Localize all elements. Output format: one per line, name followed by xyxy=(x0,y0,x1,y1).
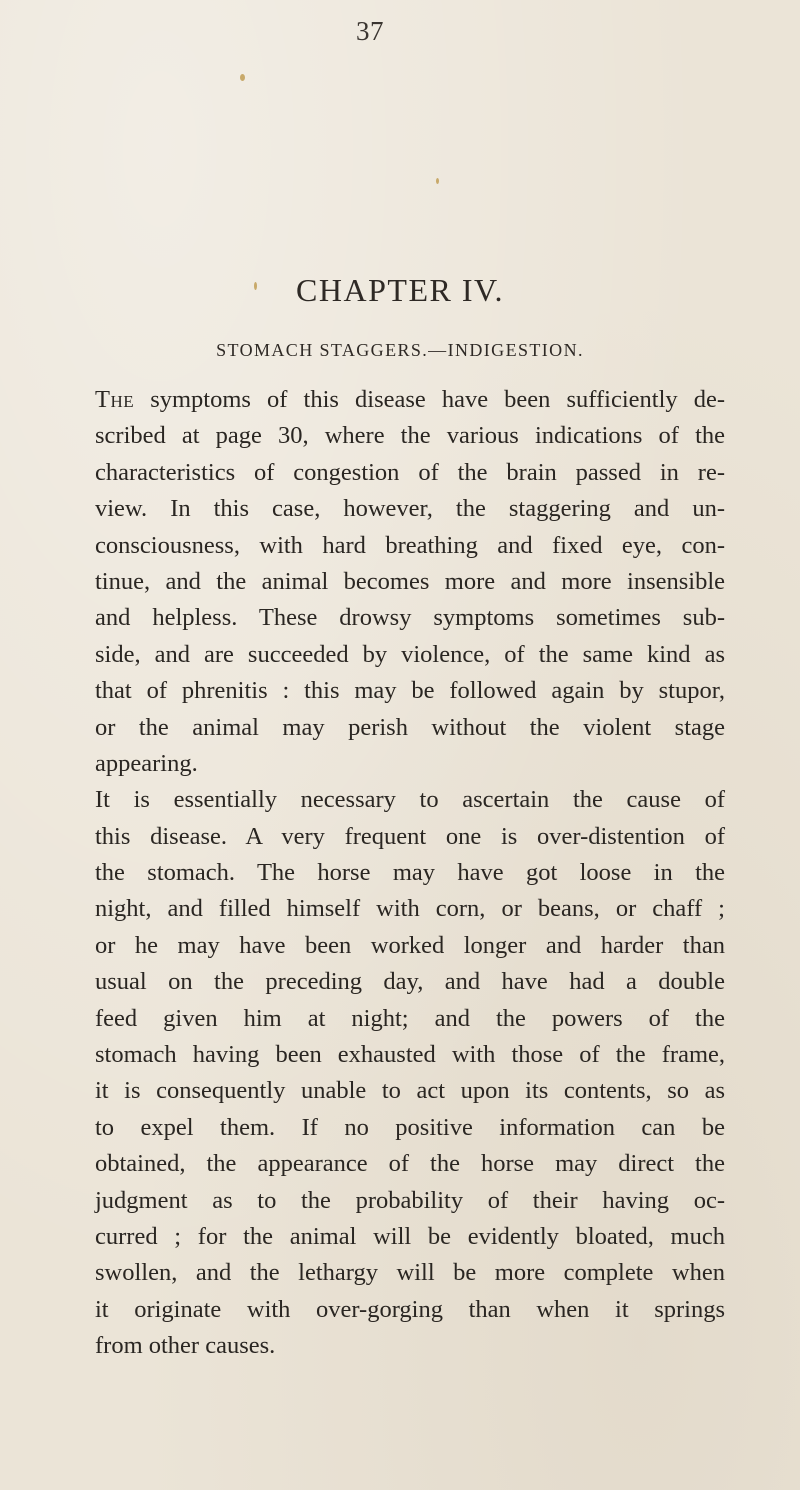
text-line: the stomach. The horse may have got loose in the xyxy=(95,859,725,887)
body-text xyxy=(95,382,725,1365)
text-line: night, and filled himself with corn, or beans, or chaff ; xyxy=(95,895,725,923)
text-line: side, and are succeeded by violence, of the same kind as xyxy=(95,640,725,668)
text-line: obtained, the appearance of the horse may direct the xyxy=(95,1150,725,1178)
text-line: characteristics of congestion of the brain passed in re- xyxy=(95,458,725,486)
text-line: scribed at page 30, where the various indications of the xyxy=(95,422,725,450)
lead-word: The xyxy=(95,386,135,413)
foxing-speck xyxy=(240,74,245,81)
chapter-heading: CHAPTER IV. xyxy=(296,272,504,308)
text-line: tinue, and the animal becomes more and more insensible xyxy=(95,567,725,595)
text-line: that of phrenitis : this may be followed again by stupor, xyxy=(95,677,725,705)
text-line xyxy=(95,382,725,418)
chapter-subtitle: STOMACH STAGGERS.—INDIGESTION. xyxy=(216,340,584,360)
text-line: swollen, and the lethargy will be more complete when xyxy=(95,1259,725,1287)
text-line: to expel them. If no positive information can be xyxy=(95,1113,725,1141)
text-line: consciousness, with hard breathing and fixed eye, con- xyxy=(95,531,725,559)
text-line-content: symptoms of this disease have been sufficiently de- xyxy=(134,386,725,413)
text-line: or the animal may perish without the violent stage xyxy=(95,713,725,741)
text-line: from other causes. xyxy=(95,1332,276,1360)
text-line: it originate with over-gorging than when it springs xyxy=(95,1295,725,1323)
text-line: it is consequently unable to act upon its contents, so as xyxy=(95,1077,725,1105)
text-line: feed given him at night; and the powers of the xyxy=(95,1004,725,1032)
text-line: judgment as to the probability of their having oc- xyxy=(95,1186,725,1214)
foxing-speck xyxy=(436,178,439,184)
text-line: curred ; for the animal will be evidently bloated, much xyxy=(95,1222,725,1250)
text-line: stomach having been exhausted with those of the frame, xyxy=(95,1041,725,1069)
text-line: usual on the preceding day, and have had a double xyxy=(95,968,725,996)
page-number: 37 xyxy=(356,16,384,46)
text-line: view. In this case, however, the staggering and un- xyxy=(95,495,725,523)
text-line: or he may have been worked longer and harder than xyxy=(95,931,725,959)
text-line: this disease. A very frequent one is over-distention of xyxy=(95,822,725,850)
text-line: appearing. xyxy=(95,749,198,777)
text-line: and helpless. These drowsy symptoms sometimes sub- xyxy=(95,604,725,632)
text-line: It is essentially necessary to ascertain the cause of xyxy=(95,786,725,814)
